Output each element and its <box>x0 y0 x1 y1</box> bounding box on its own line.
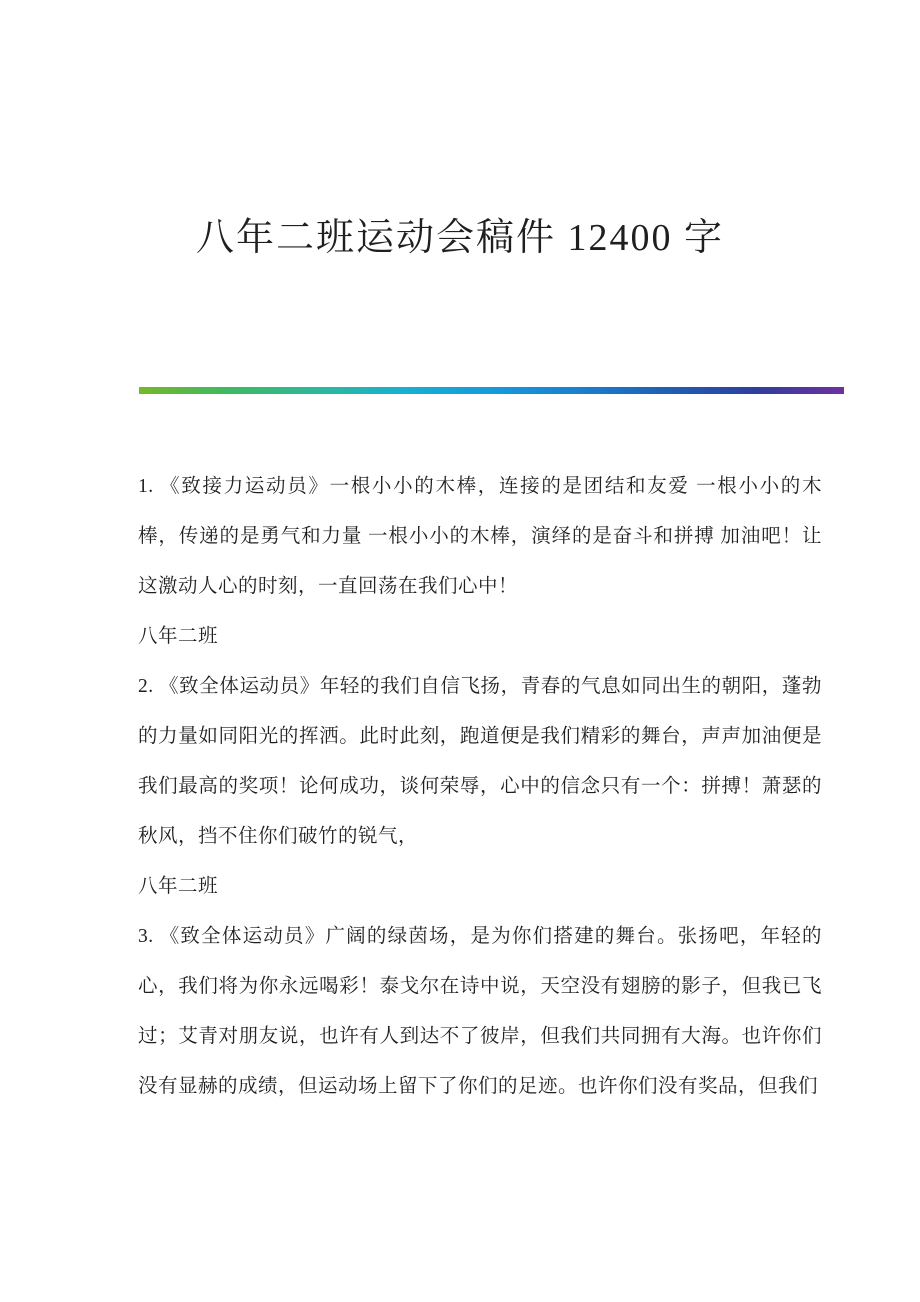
document-body <box>138 462 822 1112</box>
class-signature-1: 八年二班 <box>138 626 219 647</box>
document-title: 八年二班运动会稿件 12400 字 <box>195 217 724 259</box>
gradient-divider <box>139 387 844 394</box>
paragraph-all-athletes-3: 3. 《致全体运动员》广阔的绿茵场，是为你们搭建的舞台。张扬吧，年轻的心，我们将为你永远喝彩！泰戈尔在诗中说，天空没有翅膀的影子，但我已飞过；艾青对朋友说，也许有人到达不了彼岸，但我们共同拥有大海。也许你们没有显赫的成绩，但运动场上留下了你们的足迹。也许你们没有奖品，但我们 <box>138 926 822 1097</box>
paragraph-relay-athletes: 1. 《致接力运动员》一根小小的木棒，连接的是团结和友爱 一根小小的木棒，传递的是勇气和力量 一根小小的木棒，演绎的是奋斗和拼搏 加油吧！让这激动人心的时刻，一直回荡在我们心中！ <box>138 476 822 597</box>
paragraph-all-athletes-2: 2. 《致全体运动员》年轻的我们自信飞扬，青春的气息如同出生的朝阳，蓬勃的力量如同阳光的挥洒。此时此刻，跑道便是我们精彩的舞台，声声加油便是我们最高的奖项！论何成功，谈何荣辱，心中的信念只有一个：拼搏！萧瑟的秋风，挡不住你们破竹的锐气， <box>138 676 822 847</box>
class-signature-2: 八年二班 <box>138 876 219 897</box>
